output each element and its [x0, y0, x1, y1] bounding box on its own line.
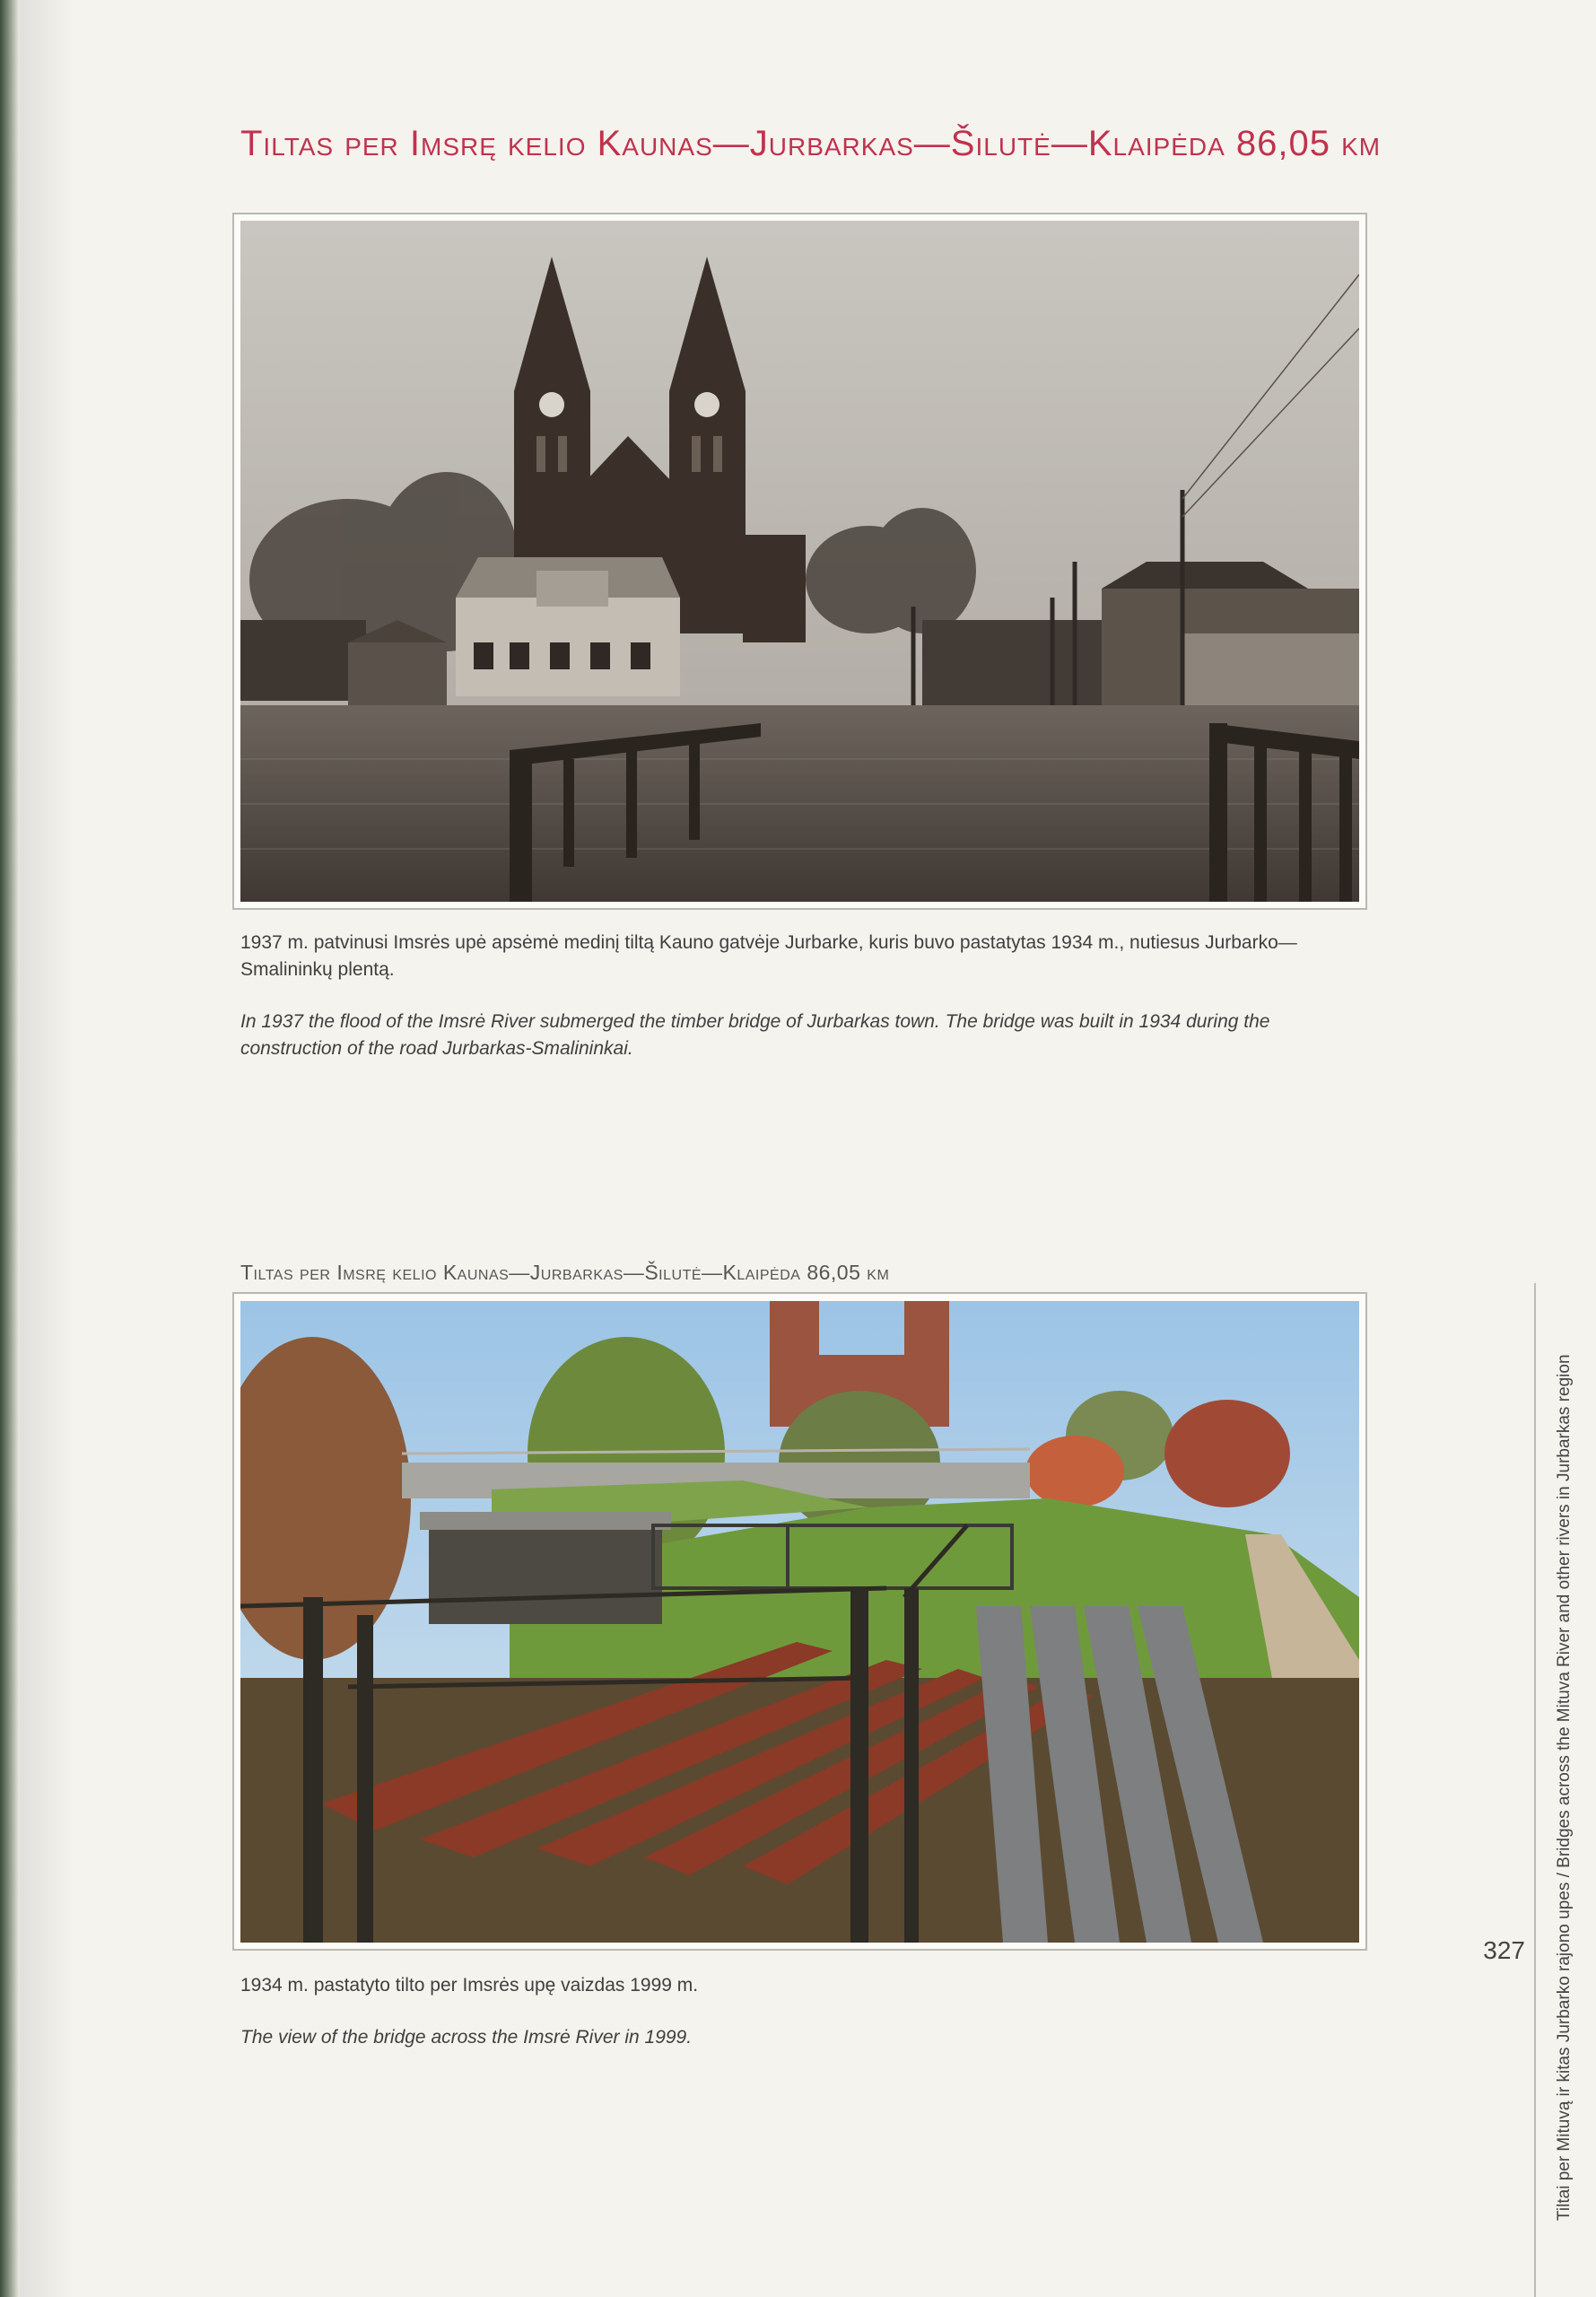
page-gutter-shadow — [20, 0, 74, 2297]
photo2-caption-lt: 1934 m. pastatyto tilto per Imsrės upę vaizdas 1999 m. — [240, 1975, 699, 1996]
photo2-caption-en: The view of the bridge across the Imsrė River in 1999. — [240, 2027, 693, 2048]
photo-bridge-1999 — [232, 1292, 1367, 1951]
photo-flood-1937-image — [240, 221, 1359, 902]
section-heading: Tiltas per Imsrę kelio Kaunas—Jurbarkas—Šilutė—Klaipėda 86,05 km — [240, 1261, 890, 1284]
page-heading: Tiltas per Imsrę kelio Kaunas—Jurbarkas—Šilutė—Klaipėda 86,05 km — [240, 124, 1382, 163]
book-spine — [0, 0, 20, 2297]
photo-bridge-1999-image — [240, 1301, 1359, 1943]
running-side-title: Tiltai per Mituvą ir kitas Jurbarko rajono upes / Bridges across the Mituva River and other rivers in Jurbarkas region — [1555, 1354, 1574, 2221]
photo-flood-1937 — [232, 213, 1367, 910]
side-rule — [1534, 1283, 1536, 2297]
photo1-caption-en: In 1937 the flood of the Imsrė River submerged the timber bridge of Jurbarkas town. The bridge was built in 1934 during the construction of the road Jurbarkas-Smalininkai. — [240, 1011, 1270, 1059]
photo1-caption-lt: 1937 m. patvinusi Imsrės upė apsėmė medinį tiltą Kauno gatvėje Jurbarke, kuris buvo pastatytas 1934 m., nutiesus Jurbarko—Smalininkų plentą. — [240, 932, 1297, 980]
page-number: 327 — [1483, 1936, 1525, 1964]
